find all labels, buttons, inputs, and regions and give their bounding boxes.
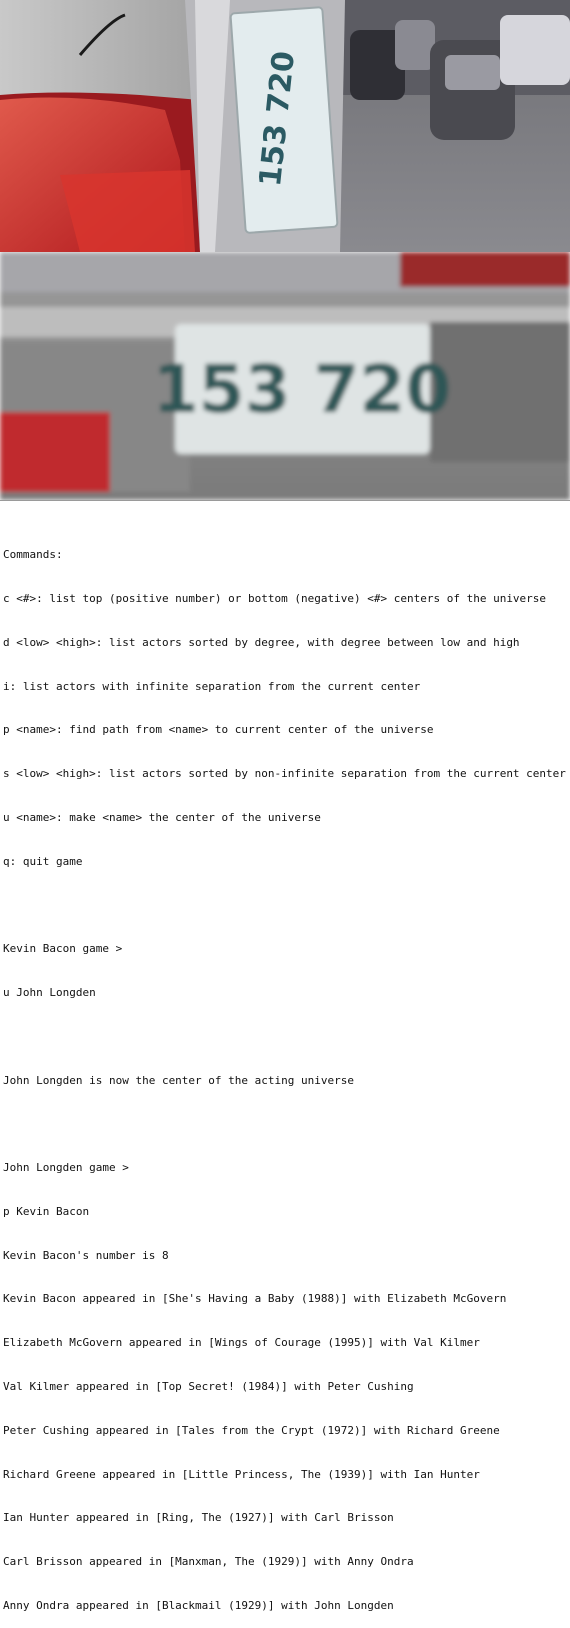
output-line: Elizabeth McGovern appeared in [Wings of Courage (1995)] with Val Kilmer xyxy=(3,1336,480,1350)
command-line: d <low> <high>: list actors sorted by degree, with degree between low and high xyxy=(3,635,520,649)
command-line: c <#>: list top (positive number) or bottom (negative) <#> centers of the universe xyxy=(3,591,547,605)
blurry-plate-illustration xyxy=(0,252,570,500)
user-input: p Kevin Bacon xyxy=(3,1204,90,1218)
output-line: Kevin Bacon's number is 8 xyxy=(3,1248,169,1262)
command-line: p <name>: find path from <name> to current center of the universe xyxy=(3,723,434,737)
command-line: u <name>: make <name> the center of the universe xyxy=(3,810,321,824)
commands-header: Commands: xyxy=(3,548,63,562)
user-input: u John Longden xyxy=(3,986,96,999)
command-line: q: quit game xyxy=(3,854,83,868)
response-line: John Longden is now the center of the acting universe xyxy=(3,1073,354,1087)
game-prompt: John Longden game > xyxy=(3,1161,129,1175)
photo-car-plate-closeup xyxy=(0,0,570,252)
output-line: Val Kilmer appeared in [Top Secret! (1984)] with Peter Cushing xyxy=(3,1380,414,1394)
terminal-output xyxy=(0,501,570,1628)
game-prompt: Kevin Bacon game > xyxy=(3,942,123,956)
output-line: Richard Greene appeared in [Little Princess, The (1939)] with Ian Hunter xyxy=(3,1467,480,1481)
output-line: Kevin Bacon appeared in [She's Having a Baby (1988)] with Elizabeth McGovern xyxy=(3,1292,507,1306)
command-line: s <low> <high>: list actors sorted by non-infinite separation from the current center xyxy=(3,767,566,781)
plate-text: 153 720 xyxy=(152,351,452,428)
output-line: Ian Hunter appeared in [Ring, The (1927)] with Carl Brisson xyxy=(3,1511,394,1525)
plate-text: 153 720 xyxy=(253,49,303,189)
output-line: Peter Cushing appeared in [Tales from the Crypt (1972)] with Richard Greene xyxy=(3,1423,500,1437)
car-rear-illustration xyxy=(0,0,570,252)
output-line: Anny Ondra appeared in [Blackmail (1929)] with John Longden xyxy=(3,1598,394,1612)
output-line: Carl Brisson appeared in [Manxman, The (1929)] with Anny Ondra xyxy=(3,1555,414,1569)
command-line: i: list actors with infinite separation from the current center xyxy=(3,679,421,693)
photo-car-plate-blurry xyxy=(0,252,570,501)
